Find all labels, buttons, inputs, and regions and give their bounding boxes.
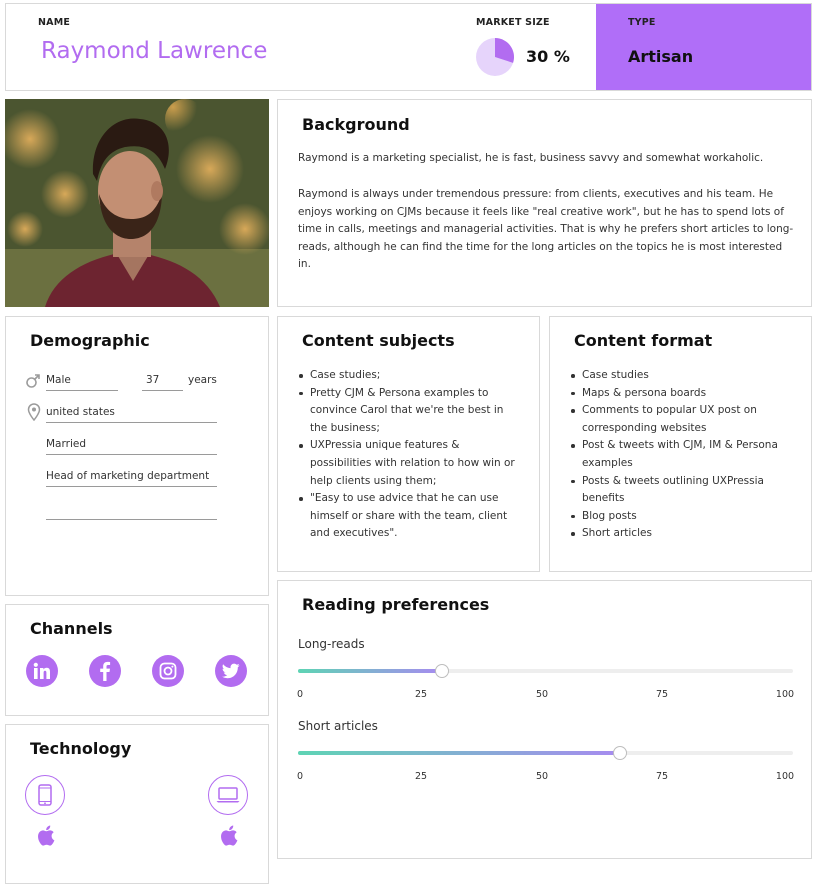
background-line: Raymond is always under tremendous pressure: from clients, executives and his team. He xyxy=(298,188,774,200)
tick-label: 0 xyxy=(296,771,304,782)
list-item xyxy=(570,437,806,472)
demographic-card xyxy=(5,316,269,596)
slider-thumb[interactable] xyxy=(435,664,449,678)
tick-label: 25 xyxy=(414,689,428,700)
background-paragraph-1: Raymond is a marketing specialist, he is fast, business savvy and somewhat workaholic. xyxy=(298,152,764,164)
list-item-line: Post & tweets with CJM, IM & Persona xyxy=(582,439,778,452)
list-item xyxy=(570,473,806,508)
tick-label: 0 xyxy=(296,689,304,700)
marital-status-field[interactable]: Married xyxy=(46,436,217,455)
slider-fill xyxy=(298,669,442,673)
list-item-line: Maps & persona boards xyxy=(582,386,707,399)
list-item-line: Pretty CJM & Persona examples to xyxy=(310,386,489,399)
tick-label: 75 xyxy=(655,689,669,700)
persona-photo-illustration xyxy=(5,99,269,307)
list-item-line: Case studies; xyxy=(310,369,381,381)
persona-photo[interactable] xyxy=(5,99,269,307)
list-item xyxy=(298,367,534,385)
slider-fill xyxy=(298,751,620,755)
list-item-line: convince Carol that we're the best in xyxy=(310,404,504,417)
slider-label-short-articles: Short articles xyxy=(298,719,378,733)
background-line: time in calls, meetings and managerial activities. That is why he prefers short articles to long- xyxy=(298,223,794,235)
list-item xyxy=(298,490,534,543)
content-format-title: Content format xyxy=(574,331,713,350)
list-item xyxy=(298,385,534,438)
list-item xyxy=(570,525,806,543)
market-size-pie-chart xyxy=(475,37,515,77)
background-line: reads, although he can find the time for the long articles on the topics he is most interested xyxy=(298,241,783,253)
reading-preferences-title: Reading preferences xyxy=(302,595,490,614)
slider-thumb[interactable] xyxy=(613,746,627,760)
list-item-line: the business; xyxy=(310,421,380,434)
content-subjects-title: Content subjects xyxy=(302,331,455,350)
smartphone-icon[interactable] xyxy=(25,775,65,815)
persona-name[interactable]: Raymond Lawrence xyxy=(41,38,268,64)
channels-title: Channels xyxy=(30,619,113,638)
age-field[interactable]: 37 xyxy=(142,372,183,391)
occupation-field[interactable]: Head of marketing department xyxy=(46,468,217,487)
instagram-icon[interactable] xyxy=(152,655,184,687)
list-item-line: Comments to popular UX post on xyxy=(582,404,757,417)
list-item-line: corresponding websites xyxy=(582,421,707,434)
facebook-icon[interactable] xyxy=(89,655,121,687)
technology-title: Technology xyxy=(30,739,132,758)
list-item-line: help clients using them; xyxy=(310,474,437,487)
location-field[interactable]: united states xyxy=(46,404,217,423)
name-label: NAME xyxy=(38,17,71,28)
background-title: Background xyxy=(302,115,410,134)
list-item-line: examples xyxy=(582,456,633,469)
tick-label: 50 xyxy=(535,689,549,700)
content-subjects-list xyxy=(298,367,534,543)
market-size-label: MARKET SIZE xyxy=(476,17,550,28)
list-item xyxy=(570,367,806,385)
type-label: TYPE xyxy=(628,17,656,28)
demographic-title: Demographic xyxy=(30,331,150,350)
gender-field[interactable]: Male xyxy=(46,372,118,391)
tick-label: 100 xyxy=(775,689,795,700)
tick-label: 100 xyxy=(775,771,795,782)
list-item xyxy=(570,385,806,403)
list-item-line: himself or share with the team, client xyxy=(310,509,508,522)
list-item-line: UXPressia unique features & xyxy=(310,439,460,452)
list-item-line: "Easy to use advice that he can use xyxy=(310,492,499,505)
male-icon xyxy=(25,373,41,389)
background-line: enjoys working on CJMs because it feels like "real creative work", but he has to spend lots of xyxy=(298,206,784,218)
list-item xyxy=(570,402,806,437)
laptop-icon[interactable] xyxy=(208,775,248,815)
slider-label-long-reads: Long-reads xyxy=(298,637,365,651)
type-value[interactable]: Artisan xyxy=(628,47,694,66)
linkedin-icon[interactable] xyxy=(26,655,58,687)
apple-icon xyxy=(220,825,238,846)
list-item-line: and executives". xyxy=(310,527,398,540)
list-item xyxy=(298,437,534,490)
tick-label: 25 xyxy=(414,771,428,782)
short-articles-slider[interactable] xyxy=(298,751,793,755)
background-line: in. xyxy=(298,258,311,270)
list-item-line: Blog posts xyxy=(582,509,637,522)
tick-label: 50 xyxy=(535,771,549,782)
list-item-line: Case studies xyxy=(582,369,649,381)
list-item-line: Posts & tweets outlining UXPressia xyxy=(582,474,764,487)
list-item-line: Short articles xyxy=(582,527,652,540)
extra-field[interactable] xyxy=(46,501,217,520)
market-size-value: 30 % xyxy=(526,47,570,66)
twitter-icon[interactable] xyxy=(215,655,247,687)
list-item-line: benefits xyxy=(582,492,625,505)
age-unit: years xyxy=(188,374,217,386)
long-reads-slider[interactable] xyxy=(298,669,793,673)
list-item-line: possibilities with relation to how win or xyxy=(310,456,515,469)
list-item xyxy=(570,508,806,526)
tick-label: 75 xyxy=(655,771,669,782)
apple-icon xyxy=(37,825,55,846)
location-pin-icon xyxy=(27,403,41,421)
content-format-list xyxy=(570,367,806,543)
